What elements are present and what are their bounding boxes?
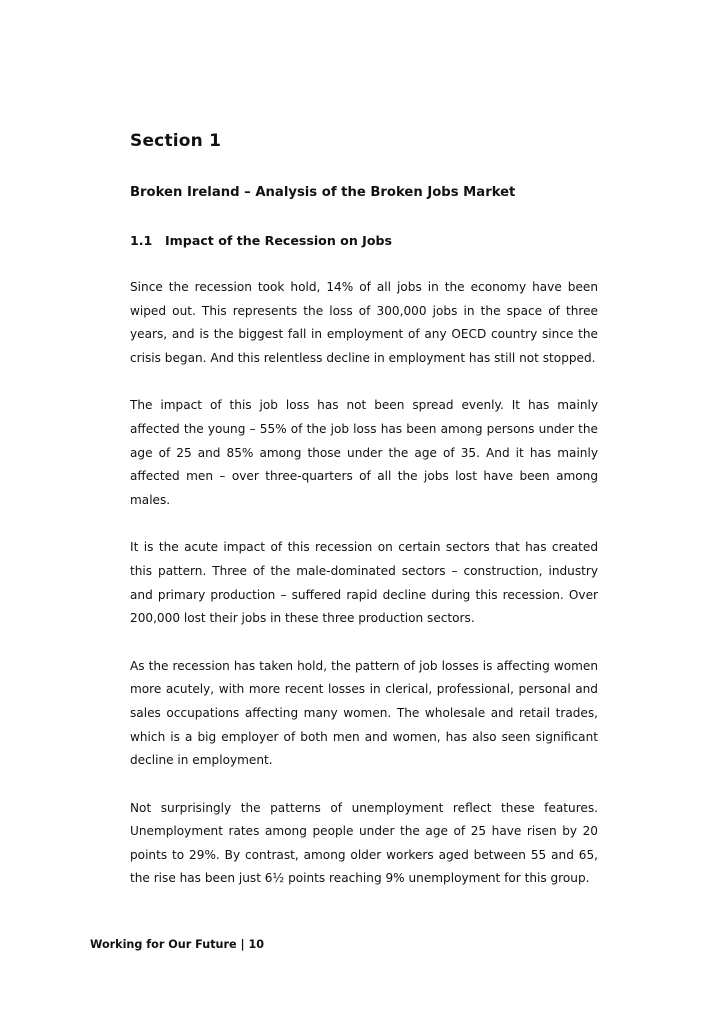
subsection-heading [130,233,392,248]
paragraph-4: As the recession has taken hold, the pattern of job losses is affecting women more acutely, with more recent losses in clerical, professional, personal and sales occupations affecting many women. The wholesale and retail trades, which is a big employer of both men and women, has also seen significant decline in employment. [130,658,598,768]
paragraph-2: The impact of this job loss has not been spread evenly. It has mainly affected the young – 55% of the job loss has been among persons under the age of 25 and 85% among those under the age of 35. And it has mainly affected men – over three-quarters of all the jobs lost have been among males. [130,398,598,507]
page-footer: Working for Our Future | 10 [90,938,265,951]
paragraph-3: It is the acute impact of this recession on certain sectors that has created this pattern. Three of the male-dominated sectors – construction, industry and primary production – suffered rapid decline during this recession. Over 200,000 lost their jobs in these three production sectors. [130,540,598,626]
body-text [130,276,598,915]
subsection-number: 1.1 [130,233,153,248]
document-subtitle: Broken Ireland – Analysis of the Broken Jobs Market [130,185,516,200]
paragraph-1: Since the recession took hold, 14% of all jobs in the economy have been wiped out. This represents the loss of 300,000 jobs in the space of three years, and is the biggest fall in employment of any OECD country since the crisis began. And this relentless decline in employment has still not stopped. [130,280,598,365]
section-title: Section 1 [130,131,222,151]
subsection-title: Impact of the Recession on Jobs [165,233,393,248]
paragraph-5: Not surprisingly the patterns of unemployment reflect these features. Unemployment rates among people under the age of 25 have risen by 20 points to 29%. By contrast, among older workers aged between 55 and 65, the rise has been just 6½ points reaching 9% unemployment for this group. [130,800,598,886]
